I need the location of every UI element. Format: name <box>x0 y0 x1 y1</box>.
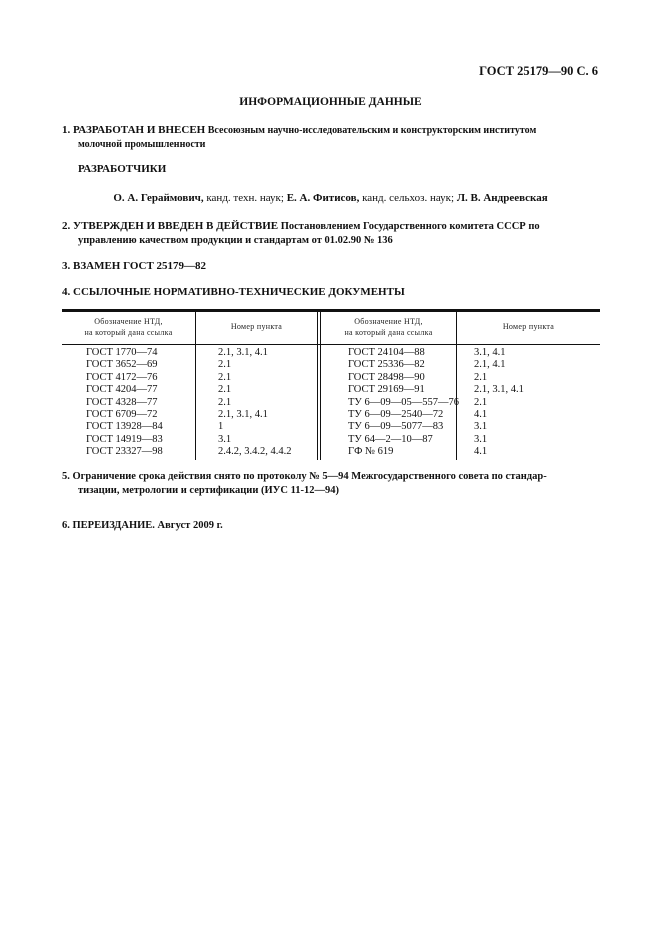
item-2-text: Постановлением Государственного комитета СССР по <box>278 221 540 232</box>
item-1-text: Всесоюзным научно-исследовательским и конструкторским институтом <box>205 125 537 136</box>
table-cell-clause: 2.1, 3.1, 4.1 <box>218 409 268 421</box>
table-cell-document: ТУ 6—09—05—557—76 <box>348 396 459 408</box>
item-5-line-1: 5. Ограничение срока действия снято по протоколу № 5—94 Межгосударственного совета по стандар- <box>62 471 547 482</box>
table-cell-document: ТУ 64—2—10—87 <box>348 433 433 445</box>
developer-name: О. А. Гераймович, <box>113 192 204 204</box>
table-cell-clause: 2.1, 3.1, 4.1 <box>218 347 268 358</box>
header-clause-left: Номер пункта <box>230 322 283 331</box>
right-clause-column <box>474 347 524 459</box>
table-cell-document: ГОСТ 1770—74 <box>86 347 158 358</box>
table-cell-document: ГОСТ 28498—90 <box>348 371 425 383</box>
table-cell-document: ГОСТ 29169—91 <box>348 384 425 396</box>
table-cell-clause: 3.1, 4.1 <box>474 347 506 358</box>
table-cell-document: ГФ № 619 <box>348 446 394 458</box>
developers-list <box>0 192 661 204</box>
table-cell-document: ГОСТ 6709—72 <box>86 409 158 421</box>
right-doc-column <box>348 347 459 459</box>
table-cell-clause: 2.1 <box>218 396 232 408</box>
table-cell-clause: 2.1, 4.1 <box>474 359 506 371</box>
left-doc-column <box>86 347 163 459</box>
item-6: 6. ПЕРЕИЗДАНИЕ. Август 2009 г. <box>62 520 223 531</box>
header-doc-right: Обозначение НТД, на который дана ссылка <box>344 317 433 337</box>
reference-documents-table <box>62 309 600 460</box>
table-cell-clause: 2.1 <box>218 384 232 396</box>
table-cell-document: ГОСТ 13928—84 <box>86 421 163 433</box>
table-cell-clause: 4.1 <box>474 409 488 421</box>
left-clause-column <box>218 347 292 459</box>
header-clause-right: Номер пункта <box>502 322 555 331</box>
developer-name: Л. В. Андреевская <box>456 192 548 204</box>
table-header-divider <box>62 344 600 345</box>
table-cell-document: ГОСТ 23327—98 <box>86 446 163 458</box>
item-1-continuation: молочной промышленности <box>78 139 206 150</box>
page-header-code: ГОСТ 25179—90 С. 6 <box>479 64 598 78</box>
table-cell-clause: 3.1 <box>474 433 488 445</box>
item-2-lead: 2. УТВЕРЖДЕН И ВВЕДЕН В ДЕЙСТВИЕ <box>62 220 279 232</box>
item-1 <box>62 124 536 136</box>
table-cell-clause: 2.1 <box>474 396 488 408</box>
table-cell-clause: 2.4.2, 3.4.2, 4.4.2 <box>218 446 292 458</box>
developer-degree: канд. сельхоз. наук; <box>359 192 457 204</box>
table-cell-document: ГОСТ 4328—77 <box>86 396 158 408</box>
table-cell-clause: 3.1 <box>474 421 488 433</box>
table-cell-clause: 2.1, 3.1, 4.1 <box>474 384 524 396</box>
item-4: 4. ССЫЛОЧНЫЕ НОРМАТИВНО-ТЕХНИЧЕСКИЕ ДОКУМЕНТЫ <box>62 286 405 298</box>
header-doc-left: Обозначение НТД, на который дана ссылка <box>84 317 173 337</box>
page-title: ИНФОРМАЦИОННЫЕ ДАННЫЕ <box>239 96 422 108</box>
table-cell-document: ГОСТ 25336—82 <box>348 359 425 371</box>
table-cell-document: ГОСТ 4204—77 <box>86 384 158 396</box>
table-cell-document: ГОСТ 14919—83 <box>86 433 163 445</box>
developer-name: Е. А. Фитисов, <box>286 192 360 204</box>
table-cell-clause: 4.1 <box>474 446 488 458</box>
table-cell-clause: 1 <box>218 421 224 433</box>
item-2-continuation: управлению качеством продукции и стандартам от 01.02.90 № 136 <box>78 235 393 246</box>
developers-heading: РАЗРАБОТЧИКИ <box>78 163 167 175</box>
table-cell-document: ГОСТ 3652—69 <box>86 359 158 371</box>
table-cell-document: ТУ 6—09—2540—72 <box>348 409 444 421</box>
item-1-lead: 1. РАЗРАБОТАН И ВНЕСЕН <box>62 124 206 136</box>
table-cell-clause: 2.1 <box>218 371 232 383</box>
table-cell-clause: 3.1 <box>218 433 232 445</box>
table-cell-document: ТУ 6—09—5077—83 <box>348 421 444 433</box>
developer-degree: канд. техн. наук; <box>203 192 287 204</box>
item-3: 3. ВЗАМЕН ГОСТ 25179—82 <box>62 260 207 272</box>
item-5-line-2: тизации, метрологии и сертификации (ИУС 11-12—94) <box>78 485 340 496</box>
table-cell-document: ГОСТ 4172—76 <box>86 371 158 383</box>
table-cell-clause: 2.1 <box>218 359 232 371</box>
table-cell-document: ГОСТ 24104—88 <box>348 347 425 358</box>
column-divider <box>195 312 196 460</box>
table-cell-clause: 2.1 <box>474 371 488 383</box>
item-2 <box>62 220 540 232</box>
